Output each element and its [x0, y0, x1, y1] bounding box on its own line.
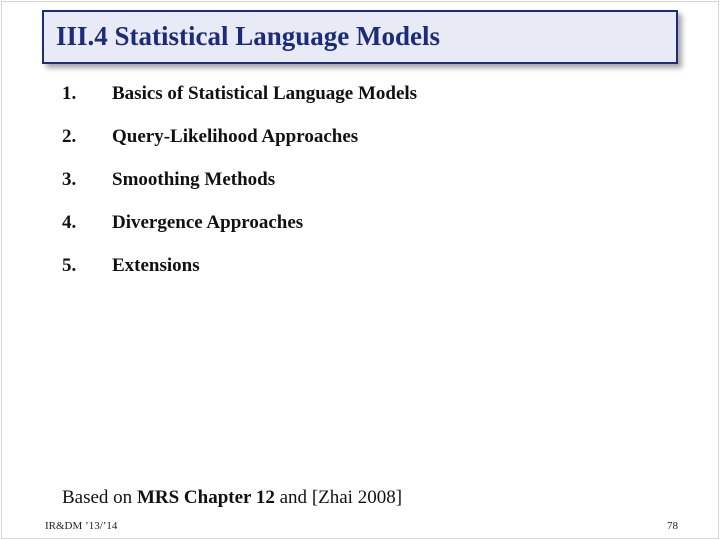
slide-title: III.4 Statistical Language Models: [56, 21, 441, 51]
outline-label: Extensions: [112, 255, 200, 276]
outline-label: Smoothing Methods: [112, 169, 276, 190]
outline-number: 1.: [62, 83, 77, 104]
outline-item-4: [62, 209, 417, 252]
outline-number: 2.: [62, 126, 77, 147]
source-paper: [Zhai 2008]: [311, 487, 403, 508]
title-box: [42, 10, 678, 64]
outline-number: 5.: [62, 255, 77, 276]
outline-list: [62, 80, 417, 295]
outline-item-2: [62, 123, 417, 166]
outline-item-5: [62, 252, 417, 295]
page-number: 78: [667, 520, 678, 532]
outline-label: Divergence Approaches: [112, 212, 304, 233]
footer-course: IR&DM ’13/’14: [45, 520, 118, 532]
outline-number: 3.: [62, 169, 77, 190]
source-note-middle: and: [274, 487, 312, 508]
outline-label: Query-Likelihood Approaches: [112, 126, 359, 147]
outline-item-3: [62, 166, 417, 209]
outline-item-1: [62, 80, 417, 123]
source-note-prefix: Based on: [62, 487, 137, 508]
outline-label: Basics of Statistical Language Models: [112, 83, 418, 104]
source-book: MRS Chapter 12: [136, 487, 275, 508]
outline-number: 4.: [62, 212, 77, 233]
source-note: [62, 485, 402, 511]
